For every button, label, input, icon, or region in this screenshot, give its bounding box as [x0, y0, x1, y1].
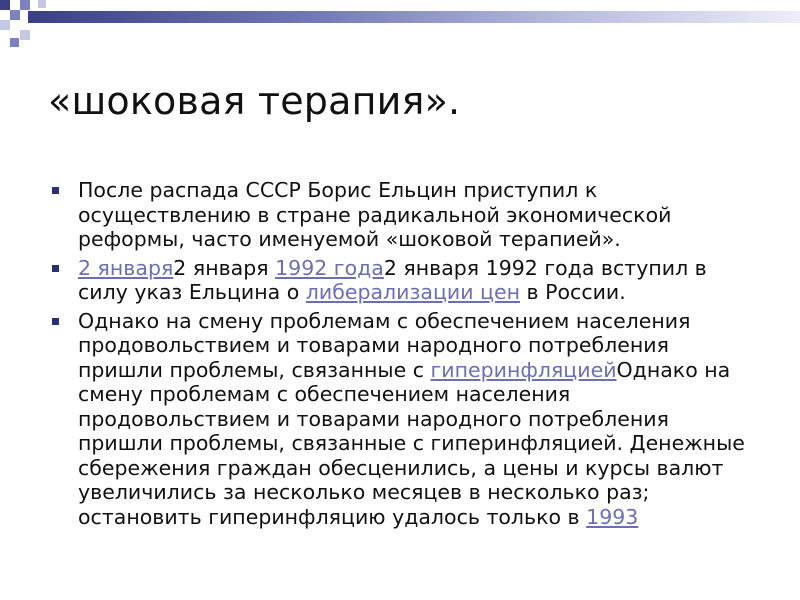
bullet-item: [52, 309, 752, 530]
decorative-square: [20, 30, 30, 40]
bullet-square-icon: [52, 318, 59, 325]
slide-decoration: [0, 0, 800, 60]
link-date[interactable]: 2 января: [78, 255, 174, 280]
decorative-square: [0, 20, 10, 30]
link-price-liberalization[interactable]: либерализации цен: [305, 280, 521, 304]
bullet-square-icon: [52, 265, 59, 272]
bullet-text: Однако на смену проблемам с обеспечением населения продовольствием и товарами народного потребления пришли проблемы, связанные с гиперинфляцией. Денежные сбережения граждан обесценились, а цены и курсы валют увеличились за несколько месяцев в несколько раз; остановить гиперинфляцию удалось только в: [78, 357, 745, 529]
slide-title: «шоковая терапия».: [48, 79, 461, 123]
bullet-item: [52, 256, 752, 305]
decorative-square: [10, 10, 20, 20]
decorative-square: [20, 0, 30, 10]
bullet-item: [52, 178, 752, 252]
decorative-square: [28, 11, 38, 23]
decorative-square: [38, 0, 46, 8]
bullet-text: После распада СССР Борис Ельцин приступил к осуществлению в стране радикальной экономической реформы, часто именуемой «шоковой терапией».: [78, 178, 672, 251]
link-year-1993[interactable]: 1993: [586, 504, 639, 529]
bullet-text: в России.: [520, 280, 626, 304]
bullet-text: 2 января: [173, 255, 276, 280]
decorative-square: [10, 38, 19, 47]
top-decorative-bar: [38, 11, 800, 23]
bullet-text: 2 января 1992 года вступил в силу указ Ельцина о: [78, 255, 707, 304]
bullet-text: Однако на смену проблемам с обеспечением населения продовольствием и товарами народного потребления пришли проблемы, связанные с: [78, 308, 691, 382]
bullet-list: [52, 178, 752, 533]
decorative-square: [0, 0, 10, 10]
link-year[interactable]: 1992 года: [275, 255, 384, 280]
link-hyperinflation[interactable]: гиперинфляцией: [430, 357, 617, 382]
bullet-square-icon: [52, 187, 59, 194]
